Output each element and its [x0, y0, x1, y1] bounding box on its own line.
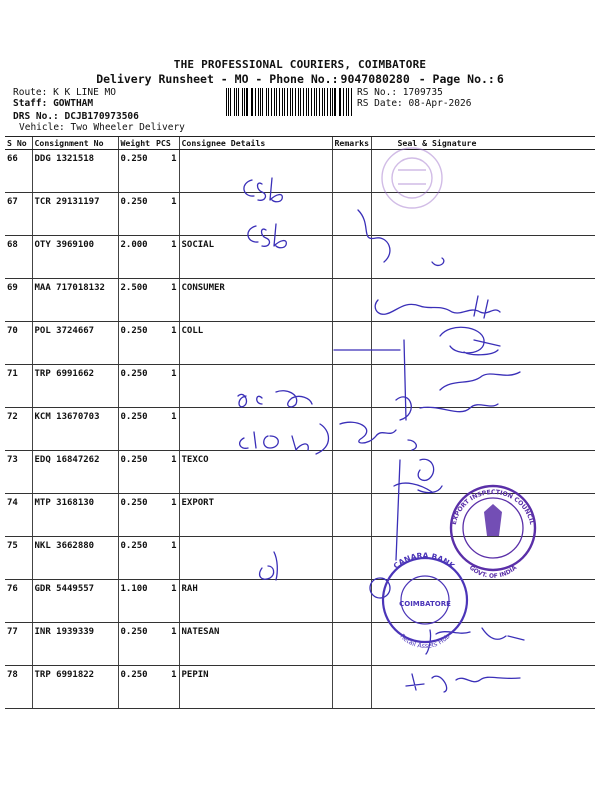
- row-weight: 0.250: [118, 150, 154, 193]
- table-row: [5, 408, 595, 451]
- row-consignment: GDR 5449557: [32, 580, 118, 623]
- row-seal: [371, 623, 595, 666]
- barcode-bar: [266, 88, 267, 116]
- row-consignment: NKL 3662880: [32, 537, 118, 580]
- drs-line: [13, 111, 139, 122]
- barcode-bar: [322, 88, 323, 116]
- row-consignment: KCM 13670703: [32, 408, 118, 451]
- row-consignee: [179, 365, 332, 408]
- staff-line: [13, 98, 93, 109]
- row-weight: 1.100: [118, 580, 154, 623]
- row-seal: [371, 408, 595, 451]
- drs-value: DCJB170973506: [64, 111, 139, 122]
- row-sno: 71: [5, 365, 32, 408]
- row-consignment: TCR 29131197: [32, 193, 118, 236]
- row-sno: 66: [5, 150, 32, 193]
- row-seal: [371, 193, 595, 236]
- barcode-bar: [292, 88, 293, 116]
- row-sno: 76: [5, 580, 32, 623]
- row-pcs: 1: [154, 494, 179, 537]
- row-seal: [371, 451, 595, 494]
- row-weight: 0.250: [118, 451, 154, 494]
- col-weight: Weight: [118, 137, 154, 150]
- row-consignee: TEXCO: [179, 451, 332, 494]
- row-remarks: [332, 494, 371, 537]
- row-consignee: COLL: [179, 322, 332, 365]
- row-weight: 0.250: [118, 365, 154, 408]
- barcode-bar: [238, 88, 239, 116]
- table-row: [5, 365, 595, 408]
- row-remarks: [332, 322, 371, 365]
- row-seal: [371, 365, 595, 408]
- barcode-bar: [284, 88, 285, 116]
- export-council-text: EXPORT INSPECTION COUNCIL: [450, 488, 536, 526]
- vehicle-label: Vehicle:: [19, 122, 65, 133]
- row-consignee: NATESAN: [179, 623, 332, 666]
- row-sno: 73: [5, 451, 32, 494]
- barcode-bar: [282, 88, 283, 116]
- row-weight: 0.250: [118, 494, 154, 537]
- barcode-bar: [340, 88, 341, 116]
- barcode-bar: [330, 88, 331, 116]
- table-header-row: [5, 137, 595, 150]
- bank-branch-text: Retail Assets Hub: [398, 632, 452, 651]
- row-weight: 2.000: [118, 236, 154, 279]
- row-consignee: [179, 193, 332, 236]
- rs-no-line: [357, 87, 443, 98]
- row-consignee: EXPORT: [179, 494, 332, 537]
- company-title: THE PROFESSIONAL COURIERS, COIMBATORE: [173, 58, 427, 71]
- barcode-bar: [274, 88, 275, 116]
- row-weight: 0.250: [118, 537, 154, 580]
- col-remarks: Remarks: [332, 137, 371, 150]
- table-row: [5, 451, 595, 494]
- barcode-bar: [242, 88, 243, 116]
- row-consignment: DDG 1321518: [32, 150, 118, 193]
- route-label: Route:: [13, 87, 48, 98]
- table-row: [5, 322, 595, 365]
- row-sno: 72: [5, 408, 32, 451]
- col-pcs: PCS: [154, 137, 179, 150]
- table-row: [5, 494, 595, 537]
- row-consignment: INR 1939339: [32, 623, 118, 666]
- barcode-bar: [226, 88, 227, 116]
- page-label: - Page No.:: [411, 72, 495, 86]
- row-consignee: [179, 537, 332, 580]
- row-seal: [371, 150, 595, 193]
- rs-date-label: RS Date:: [357, 98, 403, 109]
- row-pcs: 1: [154, 236, 179, 279]
- row-consignment: OTY 3969100: [32, 236, 118, 279]
- row-sno: 69: [5, 279, 32, 322]
- row-seal: [371, 279, 595, 322]
- table-row: [5, 537, 595, 580]
- row-remarks: [332, 236, 371, 279]
- row-seal: [371, 236, 595, 279]
- row-pcs: 1: [154, 580, 179, 623]
- govt-india-text: GOVT. OF INDIA: [467, 564, 519, 580]
- row-weight: 2.500: [118, 279, 154, 322]
- row-consignment: EDQ 16847262: [32, 451, 118, 494]
- row-consignee: PEPIN: [179, 666, 332, 709]
- row-seal: [371, 322, 595, 365]
- col-seal: Seal & Signature: [371, 137, 595, 150]
- row-remarks: [332, 193, 371, 236]
- phone-number: 9047080280: [340, 72, 410, 86]
- col-sno: S No: [5, 137, 32, 150]
- page-number: 6: [496, 72, 504, 86]
- runsheet-barcode: [226, 88, 354, 116]
- staff-label: Staff:: [13, 98, 48, 109]
- row-remarks: [332, 279, 371, 322]
- row-sno: 67: [5, 193, 32, 236]
- barcode-bar: [308, 88, 309, 116]
- row-pcs: 1: [154, 451, 179, 494]
- rs-date-value: 08-Apr-2026: [408, 98, 472, 109]
- barcode-bar: [234, 88, 235, 116]
- bank-name-text: CANARA BANK: [391, 550, 457, 571]
- barcode-bar: [246, 88, 247, 116]
- barcode-bar: [262, 88, 263, 116]
- row-pcs: 1: [154, 322, 179, 365]
- row-pcs: 1: [154, 193, 179, 236]
- row-consignee: SOCIAL: [179, 236, 332, 279]
- subtitle-prefix: Delivery Runsheet - MO - Phone No.:: [96, 72, 339, 86]
- barcode-bar: [306, 88, 307, 116]
- row-consignee: RAH: [179, 580, 332, 623]
- row-consignment: MAA 717018132: [32, 279, 118, 322]
- row-pcs: 1: [154, 623, 179, 666]
- row-consignment: TRP 6991662: [32, 365, 118, 408]
- drs-label: DRS No.:: [13, 111, 59, 122]
- delivery-table: [5, 136, 595, 709]
- row-pcs: 1: [154, 365, 179, 408]
- row-consignment: TRP 6991822: [32, 666, 118, 709]
- table-row: [5, 623, 595, 666]
- row-consignee: [179, 150, 332, 193]
- route-line: [13, 87, 116, 98]
- table-row: [5, 193, 595, 236]
- barcode-bar: [298, 88, 299, 116]
- row-remarks: [332, 408, 371, 451]
- vehicle-line: [19, 122, 185, 133]
- row-pcs: 1: [154, 537, 179, 580]
- vehicle-value: Two Wheeler Delivery: [70, 122, 185, 133]
- row-weight: 0.250: [118, 408, 154, 451]
- rs-date-line: [357, 98, 471, 109]
- row-pcs: 1: [154, 279, 179, 322]
- row-seal: [371, 666, 595, 709]
- col-consignee: Consignee Details: [179, 137, 332, 150]
- row-pcs: 1: [154, 408, 179, 451]
- table-row: [5, 150, 595, 193]
- row-remarks: [332, 666, 371, 709]
- row-pcs: 1: [154, 150, 179, 193]
- row-consignee: [179, 408, 332, 451]
- col-consignment: Consignment No: [32, 137, 118, 150]
- runsheet-subtitle: [0, 72, 600, 86]
- row-weight: 0.250: [118, 322, 154, 365]
- row-sno: 68: [5, 236, 32, 279]
- rs-no-label: RS No.:: [357, 87, 398, 98]
- row-sno: 77: [5, 623, 32, 666]
- table-row: [5, 580, 595, 623]
- row-remarks: [332, 623, 371, 666]
- route-value: K K LINE MO: [53, 87, 116, 98]
- row-seal: [371, 580, 595, 623]
- row-sno: 74: [5, 494, 32, 537]
- row-seal: [371, 537, 595, 580]
- row-weight: 0.250: [118, 666, 154, 709]
- row-consignment: MTP 3168130: [32, 494, 118, 537]
- barcode-bar: [316, 88, 317, 116]
- row-consignee: CONSUMER: [179, 279, 332, 322]
- table-row: [5, 279, 595, 322]
- row-remarks: [332, 150, 371, 193]
- bank-city-text: COIMBATORE: [399, 600, 451, 608]
- row-remarks: [332, 365, 371, 408]
- barcode-bar: [255, 88, 256, 116]
- row-weight: 0.250: [118, 623, 154, 666]
- row-weight: 0.250: [118, 193, 154, 236]
- row-sno: 75: [5, 537, 32, 580]
- row-remarks: [332, 580, 371, 623]
- row-seal: [371, 494, 595, 537]
- row-pcs: 1: [154, 666, 179, 709]
- table-row: [5, 236, 595, 279]
- row-sno: 70: [5, 322, 32, 365]
- row-sno: 78: [5, 666, 32, 709]
- barcode-bar: [348, 88, 349, 116]
- staff-value: GOWTHAM: [53, 98, 94, 109]
- barcode-bar: [334, 88, 335, 116]
- table-row: [5, 666, 595, 709]
- rs-no-value: 1709735: [402, 87, 443, 98]
- row-remarks: [332, 537, 371, 580]
- row-remarks: [332, 451, 371, 494]
- row-consignment: POL 3724667: [32, 322, 118, 365]
